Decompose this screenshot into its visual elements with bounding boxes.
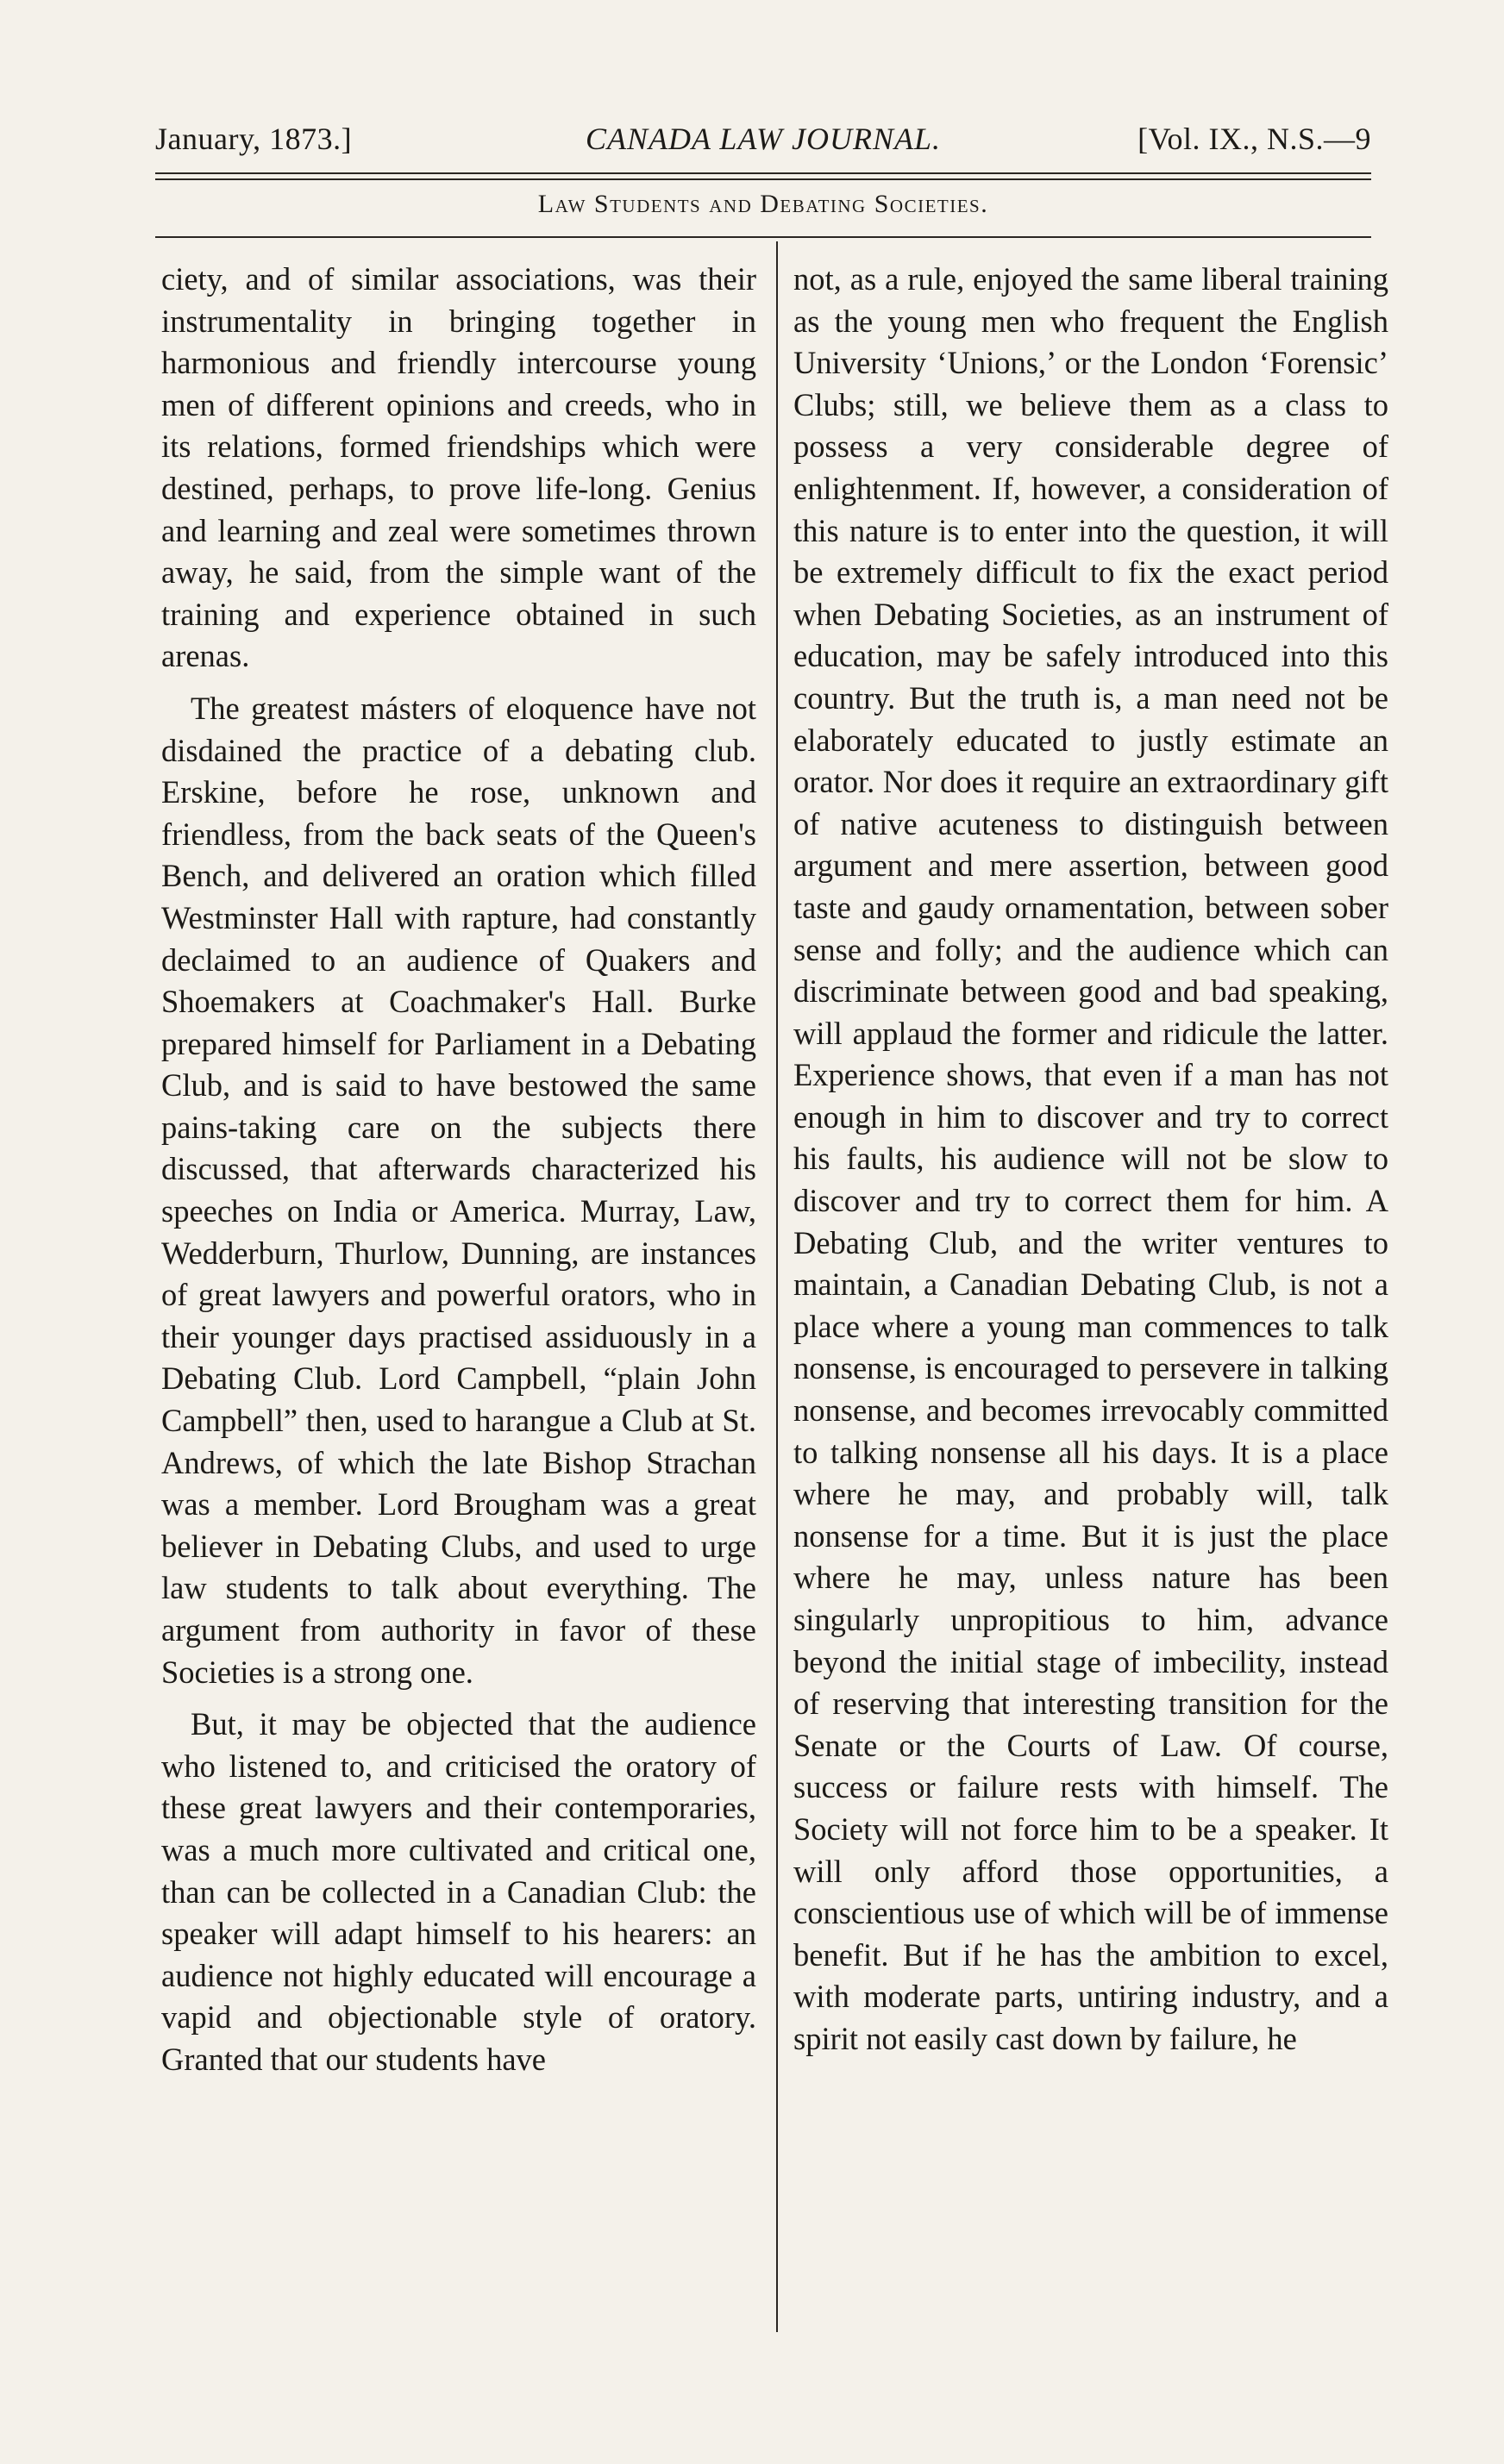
volume-page-number: [Vol. IX., N.S.—9 [1137,122,1371,156]
journal-title: CANADA LAW JOURNAL. [586,122,941,156]
left-paragraph-1: ciety, and of similar associations, was their instrumentality in bringing together in harmonious and friendly intercourse young men of different opinions and creeds, who in its relations, formed friendships which were destined, perhaps, to prove life-long. Genius and learning and zeal were sometimes thrown away, he said, from the simple want of the training and experience obtained in such arenas. [161,261,756,674]
right-paragraph-1: not, as a rule, enjoyed the same liberal training as the young men who frequent the English University ‘Unions,’ or the London ‘Forensic’ Clubs; still, we believe them as a class to possess a very considerable degree of enlightenment. If, however, a consideration of this nature is to enter into the question, it will be extremely difficult to fix the exact period when Debating Societies, as an instrument of education, may be safely introduced into this country. But the truth is, a man need not be elaborately educated to justly estimate an orator. Nor does it require an extraordinary gift of native acuteness to distinguish between argument and mere assertion, between good taste and gaudy ornamentation, between sober sense and folly; and the audience which can discriminate between good and bad speaking, will applaud the former and ridicule the latter. Experience shows, that even if a man has not enough in him to discover and try to correct his faults, his audience will not be slow to discover and try to correct them for him. A Debating Club, and the writer ventures to maintain, a Canadian Debating Club, is not a place where a young man commences to talk nonsense, is encouraged to persevere in talking nonsense, and becomes irrevocably committed to talking nonsense all his days. It is a place where he may, and probably will, talk nonsense for a time. But it is just the place where he may, unless nature has been singularly unpropitious to him, advance beyond the initial stage of imbecility, instead of reserving that interesting transition for the Senate or the Courts of Law. Of course, success or failure rests with himself. The Society will not force him to be a speaker. It will only afford those opportunities, a conscientious use of which will be of immense benefit. But if he has the ambition to excel, with moderate parts, untiring industry, and a spirit not easily cast down by failure, he [793,261,1388,2056]
left-paragraph-3: But, it may be objected that the audience who listened to, and criticised the oratory of these great lawyers and their contemporaries, was a much more cultivated and critical one, than can be collected in a Canadian Club: the speaker will adapt himself to his hearers: an audience not highly educated will encourage a vapid and objectionable style of oratory. Granted that our students have [161,1706,756,2077]
issue-date: January, 1873.] [155,122,353,156]
right-column [793,259,1388,2061]
header-rule-top [155,172,1371,174]
section-rule [155,236,1371,238]
section-title: Law Students and Debating Societies. [537,190,989,218]
left-paragraph-2: The greatest másters of eloquence have not disdained the practice of a debating club. Erskine, before he rose, unknown and friendless, from the back seats of the Queen's Bench, and delivered an oration which filled Westminster Hall with rapture, had constantly declaimed to an audience of Quakers and Shoemakers at Coachmaker's Hall. Burke prepared himself for Parliament in a Debating Club, and is said to have bestowed the same pains-taking care on the subjects there discussed, that afterwards characterized his speeches on India or America. Murray, Law, Wedderburn, Thurlow, Dunning, are instances of great lawyers and powerful orators, who in their younger days practised assiduously in a Debating Club. Lord Campbell, “plain John Campbell” then, used to harangue a Club at St. Andrews, of which the late Bishop Strachan was a member. Lord Brougham was a great believer in Debating Clubs, and used to urge law students to talk about everything. The argument from authority in favor of these Societies is a strong one. [161,690,756,1690]
left-column [161,259,756,2081]
running-head [155,112,1371,164]
header-rule-bottom [155,178,1371,180]
column-divider [776,241,778,2332]
